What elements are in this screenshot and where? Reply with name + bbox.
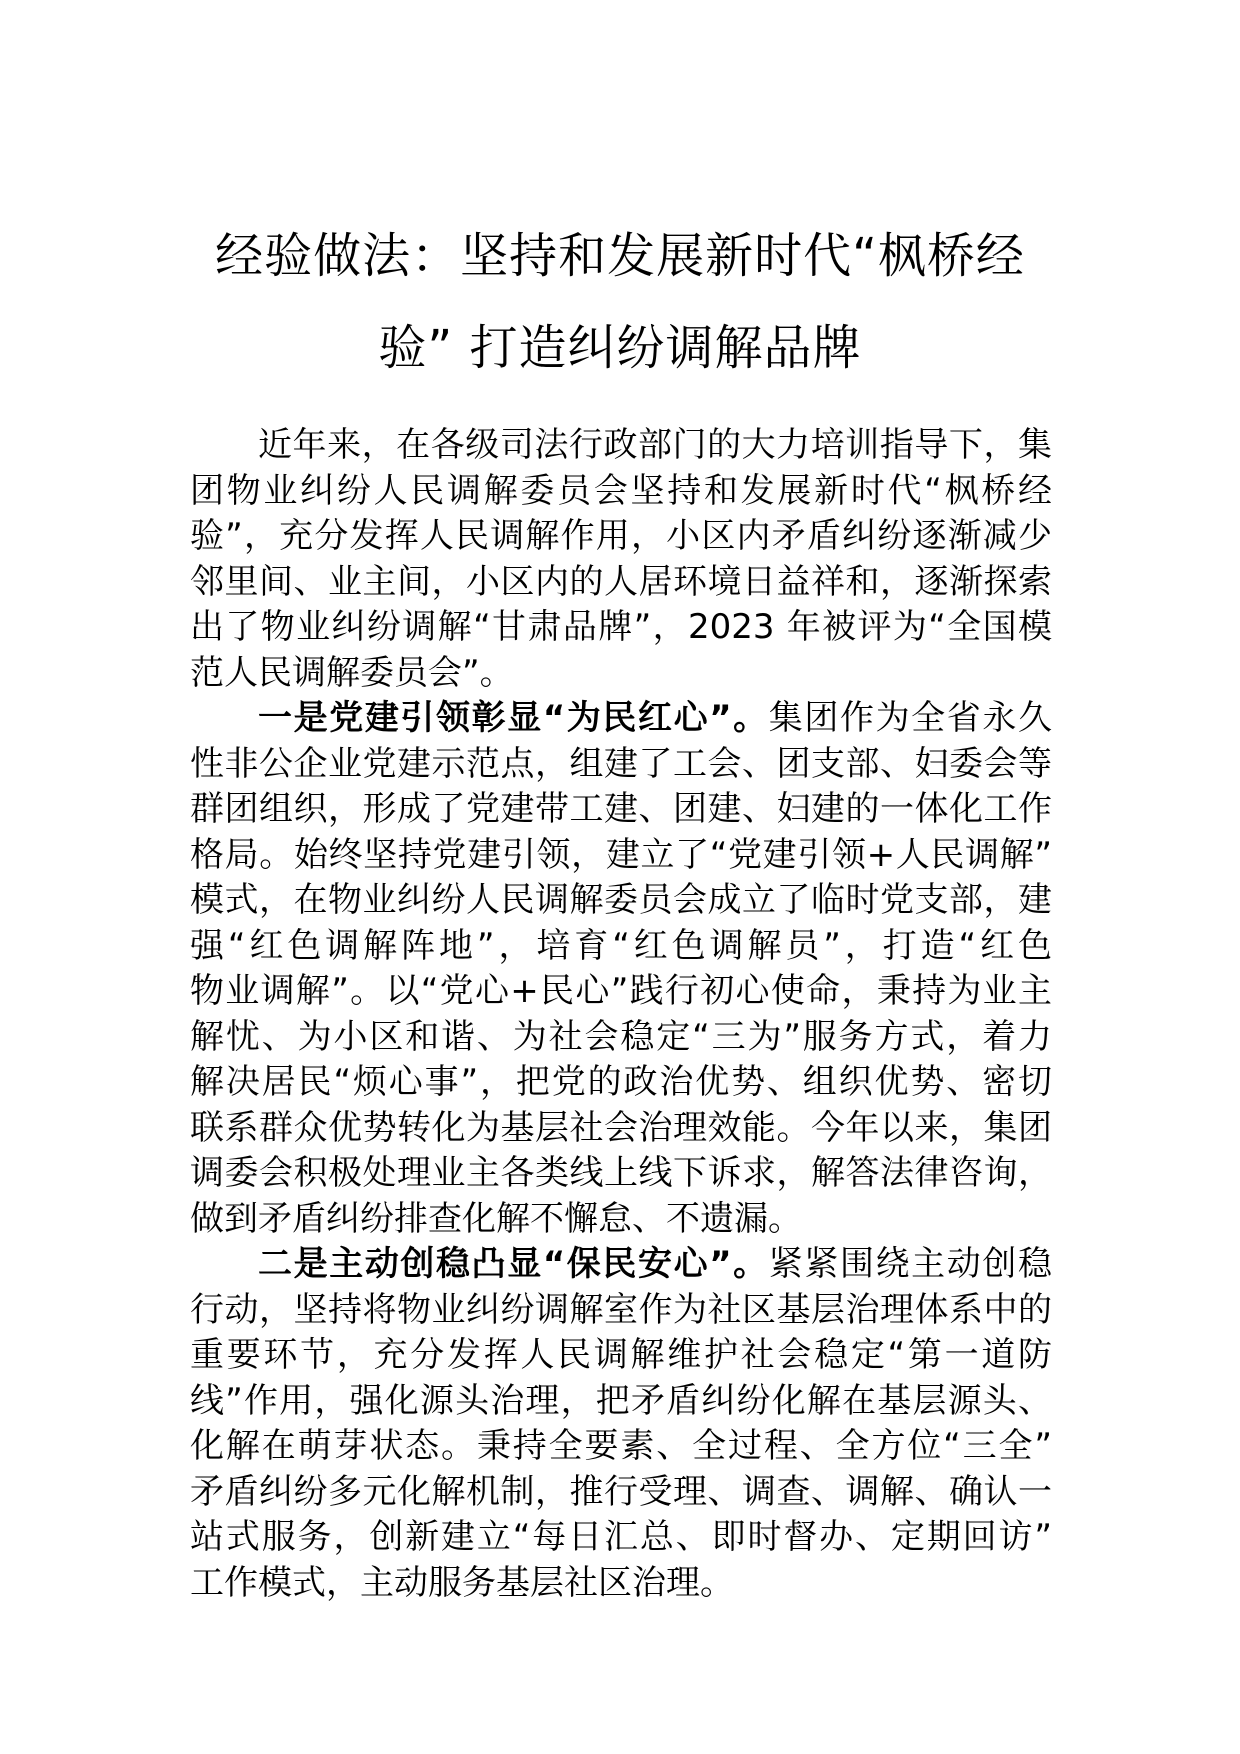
text-line: 解决居民“烦心事”，把党的政治优势、组织优势、密切 <box>190 1062 1052 1102</box>
title-line-2: 验” 打造纠纷调解品牌 <box>378 320 862 376</box>
text-line: 工作模式，主动服务基层社区治理。 <box>190 1562 734 1603</box>
document-title <box>190 210 1050 394</box>
section-heading: 一是党建引领彰显“为民红心”。 <box>258 698 769 738</box>
text-line: 性非公企业党建示范点，组建了工会、团支部、妇委会等 <box>190 743 1052 784</box>
section-text: 紧紧围绕主动创稳 <box>768 1244 1052 1284</box>
text-line: 群团组织，形成了党建带工建、团建、妇建的一体化工作 <box>190 789 1052 829</box>
section-heading: 二是主动创稳凸显“保民安心”。 <box>258 1244 769 1284</box>
text-line: 站式服务，创新建立“每日汇总、即时督办、定期回访” <box>190 1517 1052 1557</box>
paragraph-stability <box>190 1242 1052 1606</box>
text-line: 解忧、为小区和谐、为社会稳定“三为”服务方式，着力 <box>190 1016 1052 1057</box>
text-line: 验”，充分发挥人民调解作用，小区内矛盾纠纷逐渐减少 <box>190 516 1052 556</box>
paragraph-party-building <box>190 696 1052 1242</box>
text-line: 范人民调解委员会”。 <box>190 652 514 693</box>
section-text: 集团作为全省永久 <box>768 698 1052 738</box>
text-line: 格局。始终坚持党建引领，建立了“党建引领+人民调解” <box>190 834 1052 875</box>
paragraph-intro <box>190 423 1052 696</box>
text-line: 行动，坚持将物业纠纷调解室作为社区基层治理体系中的 <box>190 1289 1052 1330</box>
text-line: 物业调解”。以“党心+民心”践行初心使命，秉持为业主 <box>190 971 1052 1011</box>
title-line-1: 经验做法：坚持和发展新时代“枫桥经 <box>215 228 1025 284</box>
text-line: 化解在萌芽状态。秉持全要素、全过程、全方位“三全” <box>190 1426 1052 1466</box>
text-line: 邻里间、业主间，小区内的人居环境日益祥和，逐渐探索 <box>190 561 1052 602</box>
text-line <box>190 1242 1052 1288</box>
text-line <box>190 696 1052 742</box>
text-line: 线”作用，强化源头治理，把矛盾纠纷化解在基层源头、 <box>190 1380 1052 1421</box>
text-line: 联系群众优势转化为基层社会治理效能。今年以来，集团 <box>190 1107 1052 1148</box>
text-line: 近年来，在各级司法行政部门的大力培训指导下，集 <box>258 425 1052 465</box>
text-line: 做到矛盾纠纷排查化解不懈怠、不遗漏。 <box>190 1198 802 1239</box>
document-body <box>190 423 1052 1606</box>
text-line: 强“红色调解阵地”，培育“红色调解员”，打造“红色 <box>190 925 1052 966</box>
text-line: 出了物业纠纷调解“甘肃品牌”，2023 年被评为“全国模 <box>190 607 1052 647</box>
text-line: 调委会积极处理业主各类线上线下诉求，解答法律咨询， <box>190 1153 1052 1193</box>
text-line: 模式，在物业纠纷人民调解委员会成立了临时党支部，建 <box>190 880 1052 920</box>
text-line: 重要环节，充分发挥人民调解维护社会稳定“第一道防 <box>190 1335 1052 1375</box>
text-line: 矛盾纠纷多元化解机制，推行受理、调查、调解、确认一 <box>190 1471 1052 1512</box>
text-line: 团物业纠纷人民调解委员会坚持和发展新时代“枫桥经 <box>190 470 1052 511</box>
